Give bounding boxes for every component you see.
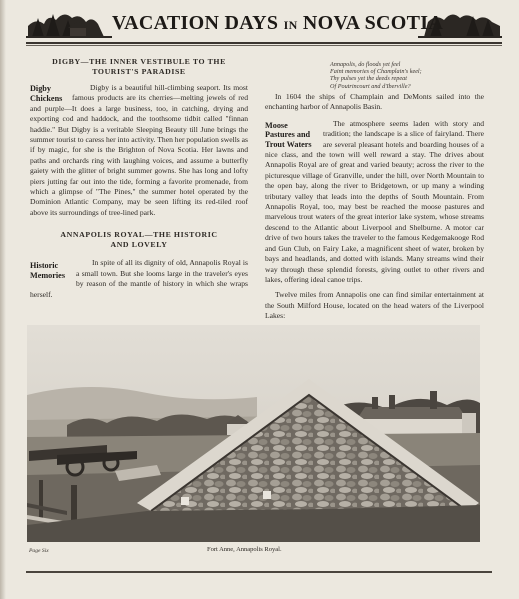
digby-heading-line1: DIGBY—THE INNER VESTIBULE TO THE: [52, 57, 226, 66]
poem-line: Faint memories of Champlain's keel;: [330, 68, 422, 76]
page-edge: [0, 0, 6, 599]
annapolis-sidenote: Historic Memories: [30, 261, 66, 280]
poem-stanza: [330, 61, 490, 90]
annapolis-paragraph: In spite of all its dignity of old, Annapolis Royal is a small town. But she looms large in the traveler's eyes by reason of the mantle of history in which she wraps herself.: [30, 258, 248, 299]
masthead-title-in: IN: [283, 18, 298, 32]
header-rule: [26, 42, 502, 44]
poem-line: Of Poutrincourt and d'Iberville?: [330, 82, 411, 90]
fort-anne-photo: [27, 325, 480, 542]
annapolis-heading-line1: ANNAPOLIS ROYAL—THE HISTORIC: [60, 230, 218, 240]
footer-rule: [26, 571, 492, 573]
digby-heading-line2: TOURIST'S PARADISE: [92, 67, 186, 76]
annapolis-heading-line2: AND LOVELY: [110, 240, 168, 250]
poem-line: Annapolis, do floods yet feel: [330, 61, 401, 68]
intro-paragraph: In 1604 the ships of Champlain and DeMonts sailed into the enchanting harbor of Annapolis Basin.: [265, 92, 484, 112]
annapolis-heading: [30, 230, 248, 250]
poem-line: Thy pulses yet the deeds repeat: [330, 75, 407, 83]
photo-caption: Fort Anne, Annapolis Royal.: [207, 546, 282, 553]
right-column: [265, 92, 484, 322]
page-number: Page Six: [29, 548, 49, 554]
digby-paragraph: Digby is a beautiful hill-climbing seaport. Its most famous products are its cherries—melting jewels of red and purple—It does a large business, too, in catching, drying and exporting cod and haddock, and the toothsome tidbit called "finnan haddie." But Digby is a veritable Sleeping Beauty till June brings the summer tourist to caress her into activity. Then her population swells as if by magic, for she is the Brighton of Nova Scotia. Her lawns and paths and orchards ring with laughing voices, and assume a butterfly gaiety with the glitter of bright summer gowns. She has long and lofty piers jutting far out into the tide, forming a favorite promenade, from which a glimpse of "The Pines," the summer hotel operated by the Dominion Atlantic Company, may be seen lifting its red-tiled roof above its surroundings of tree-lined park.: [30, 83, 248, 217]
masthead-title: [112, 12, 444, 35]
masthead-banner: [26, 4, 502, 42]
masthead-title-place: NOVA SCOTIA: [302, 12, 444, 34]
digby-heading: [30, 57, 248, 77]
left-column: [30, 57, 248, 300]
fort-anne-illustration: [27, 325, 480, 542]
moose-sidenote: Moose Pastures and Trout Waters: [265, 120, 312, 149]
south-milford-paragraph: Twelve miles from Annapolis one can find similar entertainment at the South Milford House, located on the head waters of the Liverpool Lakes:: [265, 290, 484, 321]
atmosphere-paragraph: The atmosphere seems laden with story and tradition; the landscape is a slice of fairyland. There are several pleasant hotels and boarding houses of a nice class, and the town will well reward a stay. The drives about Annapolis Royal are of great and varied beauty; across the river to the picturesque village of Granville, under the hill, over North Mountain to the open bay, along the river to Bridgetown, or up many a winding tributary valley that leads into the depths of South Mountain. From Annapolis Royal, too, may best be reached the moose pastures and marvelous trout waters of the great interior lake system, whose streams descend to the Atlantic about Liverpool and Shelburne. A motor car drive of two hours takes the traveler to the famous Kedgemakooge Rod and Gun Club, on Fairy Lake, a magnificent sheet of water, broken by bays and headlands, and dotted with islands. Many streams wind their way through these splendid forests, giving outlet to other rivers and lakes, offering ideal canoe trips.: [265, 118, 484, 284]
header-rule-thin: [26, 45, 502, 46]
masthead-title-main: VACATION DAYS: [112, 12, 279, 34]
digby-sidenote: Digby Chickens: [30, 84, 63, 103]
